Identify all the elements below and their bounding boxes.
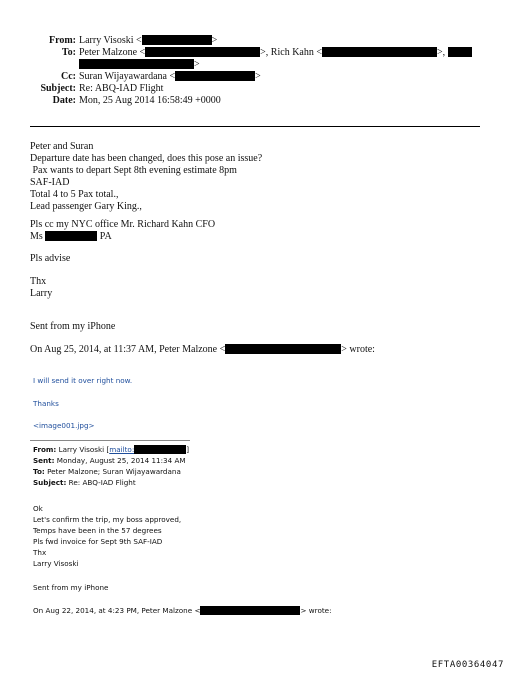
fwd-to-row <box>33 466 189 477</box>
header-date-value: Mon, 25 Aug 2014 16:58:49 +0000 <box>79 95 221 106</box>
header-divider <box>30 126 480 127</box>
fwd-from-after: ] <box>186 445 190 454</box>
forwarded-header <box>33 444 189 488</box>
fwd-subject-value: Re: ABQ-IAD Flight <box>68 478 136 487</box>
fwd-to-label: To: <box>33 467 45 476</box>
fwd-body-line: Ok <box>33 504 43 513</box>
fwd-body-line: Thx <box>33 548 47 557</box>
header-to-row <box>0 47 512 59</box>
fwd-subject-label: Subject: <box>33 478 67 487</box>
fwd-quote-intro <box>33 605 332 616</box>
redaction-block <box>200 606 300 615</box>
sent-from-line: Sent from my iPhone <box>30 321 116 332</box>
header-from-after: > <box>211 35 218 46</box>
header-date-label: Date: <box>52 95 76 106</box>
fwd-body-line: Pls fwd invoice for Sept 9th SAF-IAD <box>33 537 163 546</box>
advise-line: Pls advise <box>30 253 71 264</box>
fwd-sent-value: Monday, August 25, 2014 11:34 AM <box>56 456 186 465</box>
message-body <box>30 141 262 213</box>
fwd-to-value: Peter Malzone; Suran Wijayawardana <box>47 467 181 476</box>
redaction-block <box>225 344 341 354</box>
forward-divider <box>30 440 190 441</box>
redaction-block <box>45 231 97 241</box>
body-line: Peter and Suran <box>30 141 94 152</box>
thx-text: Thx <box>30 276 47 287</box>
fwd-body-line: Temps have been in the 57 degrees <box>33 526 162 535</box>
ms-suffix: PA <box>99 231 112 242</box>
header-cc-label: Cc: <box>61 71 76 82</box>
forwarded-body <box>33 503 181 569</box>
header-subject-row <box>0 83 512 95</box>
fwd-body-line: Larry Visoski <box>33 559 79 568</box>
signature-name: Larry <box>30 288 53 299</box>
redaction-block <box>145 47 260 57</box>
fwd-from-value: Larry Visoski [ <box>58 445 110 454</box>
body-line: SAF-IAD <box>30 177 70 188</box>
header-cc-row <box>0 71 512 83</box>
body-line: Pax wants to depart Sept 8th evening estimate 8pm <box>30 165 237 176</box>
fwd-from-label: From: <box>33 445 57 454</box>
cc-request <box>30 219 215 243</box>
redaction-block <box>448 47 472 57</box>
image-attachment-placeholder: <image001.jpg> <box>33 421 95 430</box>
header-date-row <box>0 95 512 107</box>
fwd-subject-row <box>33 477 189 488</box>
header-to-line2-after: > <box>194 59 200 70</box>
redaction-block <box>175 71 255 81</box>
redaction-block <box>134 445 186 454</box>
body-line: Lead passenger Gary King., <box>30 201 142 212</box>
header-to-row-2 <box>0 59 512 71</box>
quote-intro-text: On Aug 25, 2014, at 11:37 AM, Peter Malzone < <box>30 344 226 355</box>
reply-line: Thanks <box>33 399 59 408</box>
reply-line: I will send it over right now. <box>33 376 133 385</box>
body-line: Total 4 to 5 Pax total., <box>30 189 119 200</box>
header-to-mid: >, Rich Kahn < <box>260 47 322 58</box>
signoff <box>30 276 52 300</box>
fwd-body-line: Let's confirm the trip, my boss approved, <box>33 515 182 524</box>
quote-intro-after: > wrote: <box>341 344 375 355</box>
header-subject-label: Subject: <box>40 83 76 94</box>
redaction-block <box>79 59 194 69</box>
fwd-from-row <box>33 444 189 455</box>
redaction-block <box>322 47 437 57</box>
fwd-sent-row <box>33 455 189 466</box>
fwd-quote-intro-after: > wrote: <box>300 606 332 615</box>
header-cc-after: > <box>255 71 261 82</box>
fwd-sent-from-line: Sent from my iPhone <box>33 583 109 592</box>
header-subject-value: Re: ABQ-IAD Flight <box>79 83 164 94</box>
header-from-value: Larry Visoski < <box>79 35 142 46</box>
redaction-block <box>142 35 212 45</box>
cc-line: Pls cc my NYC office Mr. Richard Kahn CFO <box>30 219 216 230</box>
body-line: Departure date has been changed, does this pose an issue? <box>30 153 263 164</box>
email-header <box>0 35 512 107</box>
header-to-value: Peter Malzone < <box>79 47 146 58</box>
header-from-row <box>0 35 512 47</box>
ms-line <box>30 231 215 243</box>
header-to-after: >, <box>437 47 446 58</box>
document-id: EFTA00364047 <box>431 660 504 670</box>
ms-prefix: Ms <box>30 231 43 242</box>
mailto-link[interactable]: mailto: <box>109 445 135 454</box>
quote-intro <box>30 344 375 356</box>
fwd-quote-intro-text: On Aug 22, 2014, at 4:23 PM, Peter Malzone < <box>33 606 201 615</box>
fwd-sent-label: Sent: <box>33 456 55 465</box>
header-from-label: From: <box>48 35 76 46</box>
header-to-label: To: <box>61 47 76 58</box>
header-cc-value: Suran Wijayawardana < <box>79 71 176 82</box>
